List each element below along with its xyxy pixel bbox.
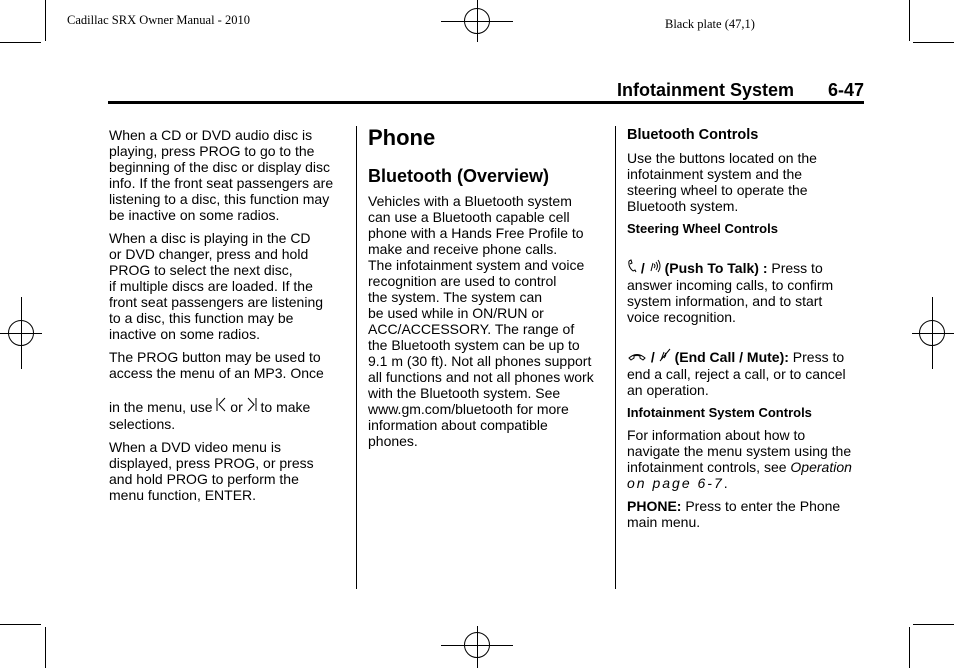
paragraph-text: Press to enter the Phone main menu. bbox=[627, 498, 841, 530]
paragraph: When a CD or DVD audio disc is playing, press PROG to go to the beginning of the disc or display disc info. If the front seat passengers are listening to a disc, this function may be inactive on some radios. bbox=[109, 127, 334, 223]
operation-link[interactable]: Operation bbox=[790, 459, 852, 475]
next-icon bbox=[247, 381, 257, 416]
crop-mark-br-horizontal bbox=[913, 624, 954, 625]
crop-mark-bl-vertical bbox=[45, 627, 46, 668]
crop-mark-tl-vertical bbox=[45, 0, 46, 41]
plate-info-left: Cadillac SRX Owner Manual - 2010 bbox=[67, 13, 250, 27]
crop-mark-tl-horizontal bbox=[0, 42, 41, 43]
page-reference-link[interactable]: on page 6-7 bbox=[627, 475, 724, 491]
phone-label: PHONE: bbox=[627, 498, 682, 514]
column-3 bbox=[627, 127, 867, 537]
column-divider-2 bbox=[615, 126, 616, 589]
phone-button-description bbox=[627, 498, 867, 530]
column-2 bbox=[368, 125, 608, 456]
crop-mark-bl-horizontal bbox=[0, 624, 41, 625]
section-heading-phone: Phone bbox=[368, 125, 436, 150]
paragraph-prog-mp3 bbox=[109, 349, 349, 432]
voice-recognition-icon bbox=[649, 243, 661, 277]
paragraph-text: For information about how to navigate the menu system using the infotainment controls, see bbox=[627, 427, 852, 475]
push-to-talk-description: / (Push To Talk) : Press to answer incoming calls, to confirm system information, and to start voice recognition. bbox=[627, 243, 867, 325]
end-call-icon bbox=[627, 334, 647, 366]
phone-handset-icon bbox=[627, 243, 637, 277]
crop-mark-tr-vertical bbox=[909, 0, 910, 41]
column-1 bbox=[109, 127, 349, 510]
paragraph-text: to make selections. bbox=[109, 399, 311, 432]
previous-icon bbox=[216, 381, 226, 416]
subsection-heading-bluetooth: Bluetooth (Overview) bbox=[368, 166, 550, 186]
paragraph: Use the buttons located on the infotainment system and the steering wheel to operate the Bluetooth system. bbox=[627, 150, 817, 214]
paragraph-text: or bbox=[230, 399, 243, 415]
mute-icon bbox=[659, 332, 671, 366]
paragraph: Vehicles with a Bluetooth system can use a Bluetooth capable cell phone with a Hands Free Profile to make and receive phone calls. The infotainment system and voice recognition are used to control the system. The system can be used while in ON/RUN or ACC/ACCESSORY. The range of the Bluetooth system can be up to 9.1 m (30 ft). Not all phones support all functions and not all phones work with the Bluetooth system. See www.gm.com/bluetooth for more information about compatible phones. bbox=[368, 193, 594, 449]
paragraph: When a disc is playing in the CD or DVD changer, press and hold PROG to select the next disc, if multiple discs are loaded. If the front seat passengers are listening to a disc, this function may be inactive on some radios. bbox=[109, 230, 324, 342]
header-rule bbox=[108, 101, 864, 104]
column-divider-1 bbox=[356, 126, 357, 589]
paragraph: When a DVD video menu is displayed, press PROG, or press and hold PROG to perform the menu function, ENTER. bbox=[109, 439, 314, 503]
crop-mark-tr-horizontal bbox=[913, 42, 954, 43]
heading-steering-wheel-controls: Steering Wheel Controls bbox=[627, 221, 778, 236]
heading-infotainment-controls: Infotainment System Controls bbox=[627, 405, 812, 420]
paragraph-text: Press to end a call, reject a call, or to cancel an operation. bbox=[627, 349, 846, 398]
paragraph-text: The PROG button may be used to access the menu of an MP3. Once in the menu, use bbox=[109, 349, 324, 415]
end-call-description: / (End Call / Mute): Press to end a call, reject a call, or to cancel an operation. bbox=[627, 332, 867, 398]
end-call-label: (End Call / Mute): bbox=[674, 349, 789, 365]
push-to-talk-label: (Push To Talk) : bbox=[664, 260, 768, 276]
heading-bluetooth-controls: Bluetooth Controls bbox=[627, 127, 759, 143]
period: . bbox=[723, 475, 728, 491]
infotainment-controls-description bbox=[627, 427, 867, 491]
crop-mark-br-vertical bbox=[909, 627, 910, 668]
page-header bbox=[108, 80, 864, 102]
page-number: 6-47 bbox=[827, 80, 864, 100]
section-title: Infotainment System bbox=[616, 80, 794, 100]
plate-info-right: Black plate (47,1) bbox=[665, 17, 755, 31]
paragraph-text: Press to answer incoming calls, to confirm system information, and to start voice recognition. bbox=[627, 260, 834, 325]
